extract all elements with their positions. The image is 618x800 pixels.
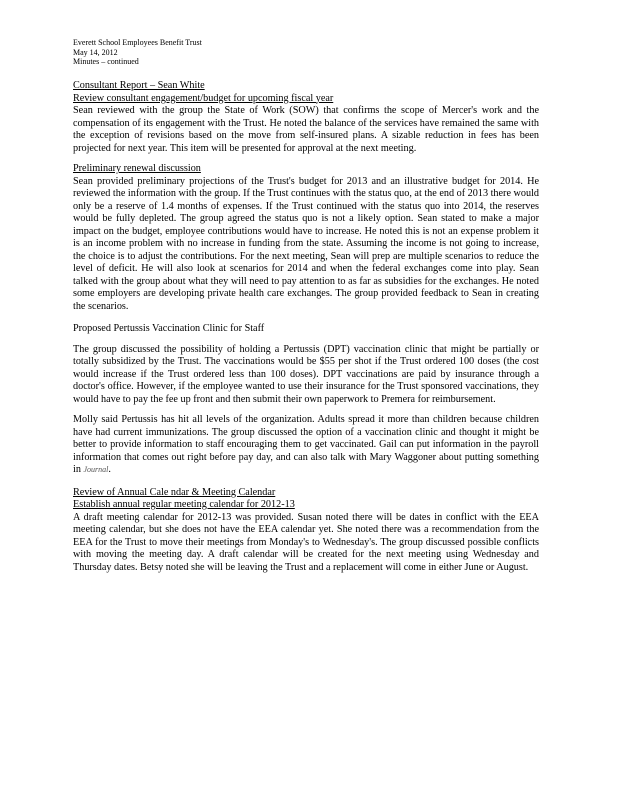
section-pertussis-clinic xyxy=(73,323,539,477)
section-title: Consultant Report – Sean White xyxy=(73,80,205,91)
section-paragraph: Molly said Pertussis has hit all levels of the organization. Adults spread it more than children because children have had current immunizations. The group discussed the option of a vaccination clinic and thought it might be better to provide information to staff encouraging them to get vaccinated. Gail can put information in the payroll information that comes out right before pay day, and can also talk with Mary Waggoner about putting something in Journal. xyxy=(73,414,539,475)
section-paragraph: Sean reviewed with the group the State of Work (SOW) that confirms the scope of Mercer's work and the compensation of its engagement with the Trust. He noted the balance of the services have remained the same with the exception of revisions based on the move from self-insured plans. A sizable reduction in fees has been projected for next year. This item will be presented for approval at the next meeting. xyxy=(73,105,539,154)
section-subtitle: Review consultant engagement/budget for upcoming fiscal year xyxy=(73,92,334,104)
header-organization: Everett School Employees Benefit Trust xyxy=(73,38,202,47)
section-title: Preliminary renewal discussion xyxy=(73,163,201,174)
minutes-body xyxy=(73,80,539,574)
scribble-word: Journal xyxy=(83,465,109,474)
header-date: May 14, 2012 xyxy=(73,47,118,57)
section-paragraph: A draft meeting calendar for 2012-13 was provided. Susan noted there will be dates in conflict with the EEA meeting calendar, but she does not have the EEA calendar yet. She noted there was a recommendation from the EEA for the Trust to move their meetings from Monday's to Wednesday's. The group discussed possible conflicts with moving the meeting day. A draft calendar will be created for the next meeting using Wednesday and Thursday dates. Betsy noted she will be leaving the Trust and a replacement will come in either June or August. xyxy=(73,511,539,573)
header-continued: Minutes – continued xyxy=(73,57,139,66)
paragraph-text: Molly said Pertussis has hit all levels of the organization. Adults spread it more than children because children have had current immunizations. The group discussed the option of a vaccination clinic and thought it might be better to provide information to staff encouraging them to get vaccinated. Gail can put information in the payroll information that comes out right before pay day, and can also talk with Mary Waggoner about putting something in xyxy=(73,414,539,475)
section-paragraph: The group discussed the possibility of holding a Pertussis (DPT) vaccination clinic that might be partially or totally subsidized by the Trust. The vaccinations would be $55 per shot if the Trust ordered 100 doses (the cost would increase if the Trust ordered less than 100 doses). DPT vaccinations are paid by insurance through a doctor's office. However, if the employee wanted to use their insurance for the Trust sponsored vaccinations, they would have to pay the fee up front and then submit their own paperwork to Premera for reimbursement. xyxy=(73,343,539,405)
section-subtitle: Establish annual regular meeting calendar for 2012-13 xyxy=(73,499,295,510)
section-annual-calendar xyxy=(73,487,539,575)
section-preliminary-renewal xyxy=(73,163,539,313)
section-title: Review of Annual Cale ndar & Meeting Calendar xyxy=(73,486,276,498)
section-title: Proposed Pertussis Vaccination Clinic for Staff xyxy=(73,323,265,334)
section-consultant-report xyxy=(73,80,539,155)
document-header xyxy=(73,38,202,67)
section-paragraph: Sean provided preliminary projections of the Trust's budget for 2013 and an illustrative budget for 2014. He reviewed the information with the group. If the Trust continues with the status quo, at the end of 2013 there would only be a reserve of 1.4 months of expenses. If the Trust continued with the status quo into 2014, the reserves would be fully depleted. The group agreed the status quo is not a likely option. Sean stated to make a major impact on the budget, employee contributions would have to increase. He noted this is not an expense problem it is an income problem with no increase in funding from the state. Assuming the income is not going to increase, the choice is to adjust the contributions. For the next meeting, Sean will prep are multiple scenarios to reduce the level of deficit. He will also look at scenarios for 2014 and when the federal exchanges come into play. Sean talked with the group about what they will need to pay attention to as far as subsidies for the exchanges. He noted some employers are developing private health care exchanges. The group provided feedback to Sean in creating the scenarios. xyxy=(73,175,539,312)
